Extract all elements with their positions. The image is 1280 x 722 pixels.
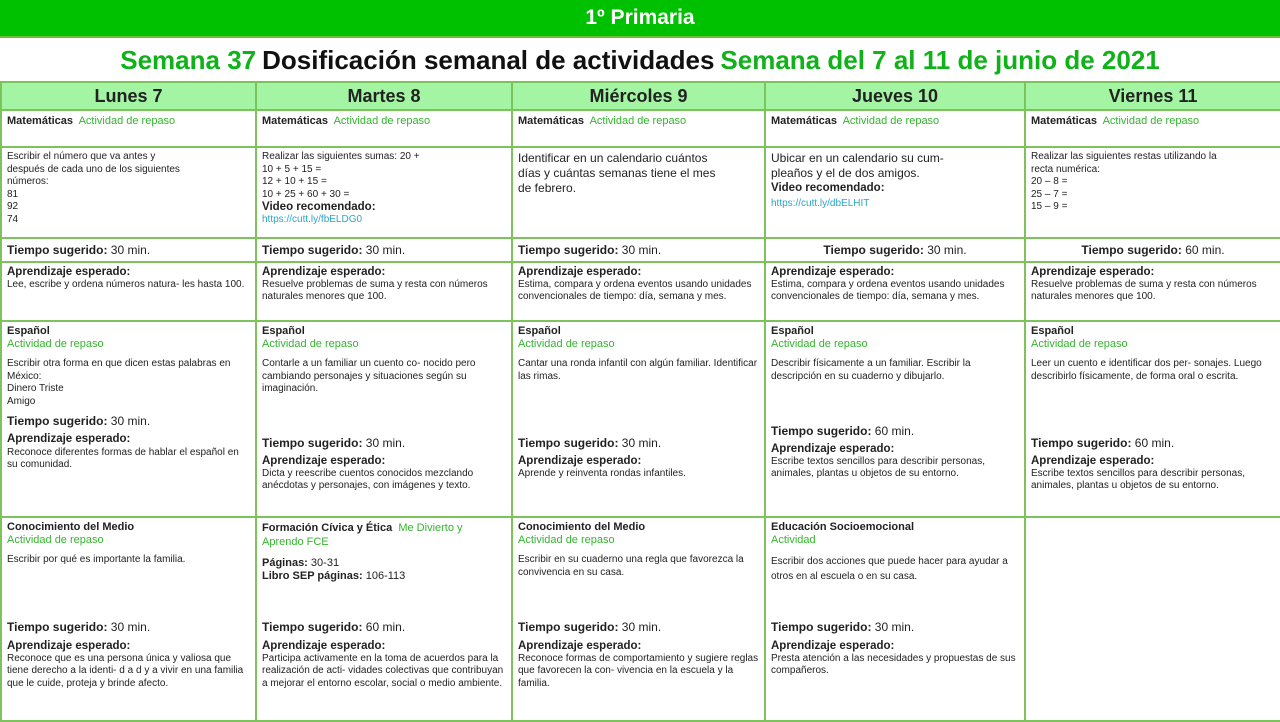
espanol-row: [1, 321, 1280, 517]
time-value: 30 min.: [621, 436, 662, 450]
aprendizaje-label: Aprendizaje esperado:: [518, 266, 642, 278]
time-value: 30 min.: [110, 242, 151, 257]
subject-name: Español: [7, 325, 50, 337]
subject-name: Español: [771, 325, 814, 337]
desc-text: Escribir en su cuaderno una regla que favorezca la convivencia en su casa.: [518, 554, 744, 578]
activity-type: Actividad de repaso: [1031, 337, 1128, 350]
activity-type: Actividad de repaso: [78, 115, 176, 127]
desc-text: Escribir otra forma en que dicen estas palabras en México:: [7, 358, 231, 382]
aprendizaje-label: Aprendizaje esperado:: [262, 640, 386, 652]
word-line: Dinero Triste: [7, 383, 64, 394]
aprendizaje-cell: [512, 262, 765, 321]
activity-type: Actividad de repaso: [7, 533, 104, 546]
activity-type: Actividad de repaso: [589, 115, 687, 127]
espanol-cell: [765, 321, 1025, 517]
desc-text: Cantar una ronda infantil con algún familiar. Identificar las rimas.: [518, 358, 758, 382]
math-desc-cell: [1, 147, 256, 238]
math-time-row: [1, 238, 1280, 262]
subject-name: Matemáticas: [1031, 115, 1098, 127]
video-link[interactable]: https://cutt.ly/dbELHIT: [771, 198, 870, 209]
video-label: Video recomendado:: [262, 201, 376, 213]
aprendizaje-text: Lee, escribe y ordena números natura- les hasta 100.: [7, 278, 245, 290]
desc-line: 12 + 10 + 15 =: [262, 176, 327, 187]
time-value: 60 min.: [1185, 242, 1225, 257]
time-label: Tiempo sugerido:: [262, 436, 363, 450]
week-dates: Semana del 7 al 11 de junio de 2021: [720, 44, 1160, 75]
math-subject-cell: [512, 110, 765, 147]
desc-text: Escribir por qué es importante la familia.: [7, 554, 186, 565]
desc-line: después de cada uno de los siguientes: [7, 163, 180, 175]
time-value: 60 min.: [874, 424, 915, 438]
time-label: Tiempo sugerido:: [1031, 436, 1132, 450]
video-link[interactable]: https://cutt.ly/fbELDG0: [262, 213, 363, 225]
day-header: Jueves 10: [765, 82, 1025, 110]
activity-type: Me Divierto y Aprendo FCE: [262, 522, 463, 548]
aprendizaje-text: Estima, compara y ordena eventos usando unidades convencionales de tiempo: día, semana y mes.: [771, 278, 1005, 302]
empty-cell: [1025, 517, 1280, 721]
activity-type: Actividad de repaso: [518, 533, 615, 546]
aprendizaje-text: Escribe textos sencillos para describir personas, animales, plantas u objetos de su entorno.: [771, 455, 985, 479]
title-text: Dosificación semanal de actividades: [262, 44, 715, 75]
subject-name: Español: [262, 325, 305, 337]
desc-line: recta numérica:: [1031, 163, 1100, 175]
aprendizaje-text: Aprende y reinventa rondas infantiles.: [518, 467, 686, 479]
aprendizaje-text: Dicta y reescribe cuentos conocidos mezclando anécdotas y personajes, con imágenes y texto.: [262, 467, 474, 491]
time-cell: [1, 238, 256, 262]
time-label: Tiempo sugerido:: [518, 242, 619, 257]
subject-name: Español: [1031, 325, 1074, 337]
math-subject-row: [1, 110, 1280, 147]
video-label: Video recomendado:: [771, 182, 885, 194]
espanol-cell: [512, 321, 765, 517]
activity-type: Actividad: [771, 533, 816, 546]
desc-line: 92: [7, 201, 19, 212]
activity-type: Actividad de repaso: [518, 337, 615, 350]
activity-type: Actividad de repaso: [771, 337, 868, 350]
aprendizaje-text: Resuelve problemas de suma y resta con números naturales menores que 100.: [1031, 278, 1257, 302]
aprendizaje-cell: [1025, 262, 1280, 321]
time-value: 30 min.: [110, 414, 151, 428]
subject-cell: [1, 517, 256, 721]
desc-line: Realizar las siguientes sumas: 20 +: [262, 151, 420, 162]
aprendizaje-label: Aprendizaje esperado:: [262, 266, 386, 278]
desc-line: de febrero.: [518, 181, 577, 195]
desc-text: Escribir dos acciones que puede hacer para ayudar a otros en al escuela o en su casa.: [771, 556, 1008, 582]
time-label: Tiempo sugerido:: [7, 414, 108, 428]
time-value: 30 min.: [621, 620, 662, 634]
time-label: Tiempo sugerido:: [7, 620, 108, 634]
desc-text: Describir físicamente a un familiar. Escribir la descripción en su cuaderno y dibujarlo.: [771, 358, 971, 382]
day-header: Martes 8: [256, 82, 512, 110]
espanol-cell: [1025, 321, 1280, 517]
other-subjects-row: [1, 517, 1280, 721]
subject-name: Conocimiento del Medio: [518, 521, 646, 533]
desc-line: 15 – 9 =: [1031, 201, 1068, 212]
time-label: Tiempo sugerido:: [771, 620, 872, 634]
libro-label: Libro SEP páginas:: [262, 569, 363, 582]
time-cell: [512, 238, 765, 262]
aprendizaje-text: Reconoce diferentes formas de hablar el español en su comunidad.: [7, 446, 239, 470]
grade-title: 1º Primaria: [585, 6, 695, 29]
desc-line: 10 + 25 + 60 + 30 =: [262, 188, 350, 200]
aprendizaje-label: Aprendizaje esperado:: [771, 640, 895, 652]
aprendizaje-label: Aprendizaje esperado:: [518, 455, 642, 467]
subject-name: Matemáticas: [771, 115, 838, 127]
aprendizaje-text: Estima, compara y ordena eventos usando unidades convencionales de tiempo: día, semana y mes.: [518, 278, 752, 302]
paginas-label: Páginas:: [262, 557, 308, 569]
aprendizaje-label: Aprendizaje esperado:: [771, 443, 895, 455]
paginas-value: 30-31: [310, 557, 340, 569]
subject-name: Matemáticas: [518, 115, 585, 127]
subject-cell: [512, 517, 765, 721]
time-value: 30 min.: [110, 620, 151, 634]
time-label: Tiempo sugerido:: [771, 424, 872, 438]
aprendizaje-text: Reconoce formas de comportamiento y sugiere reglas que favorecen la con- vivencia en la escuela y la familia.: [518, 652, 759, 689]
math-desc-cell: [1025, 147, 1280, 238]
desc-line: números:: [7, 176, 49, 187]
desc-line: Escribir el número que va antes y: [7, 151, 156, 162]
desc-line: 81: [7, 188, 19, 200]
desc-line: 74: [7, 213, 19, 225]
subject-cell: [765, 517, 1025, 721]
subject-cell: [256, 517, 512, 721]
days-row: [1, 82, 1280, 110]
libro-value: 106-113: [365, 569, 406, 582]
time-value: 30 min.: [874, 620, 915, 634]
aprendizaje-cell: [256, 262, 512, 321]
time-label: Tiempo sugerido:: [518, 620, 619, 634]
time-value: 30 min.: [927, 242, 967, 257]
aprendizaje-text: Escribe textos sencillos para describir personas, animales, plantas u objetos de su entorno.: [1031, 467, 1245, 491]
week-number: Semana 37: [120, 44, 257, 75]
aprendizaje-cell: [765, 262, 1025, 321]
time-label: Tiempo sugerido:: [262, 242, 363, 257]
math-desc-cell: [256, 147, 512, 238]
desc-line: 20 – 8 =: [1031, 176, 1068, 187]
aprendizaje-label: Aprendizaje esperado:: [7, 433, 131, 445]
math-subject-cell: [1, 110, 256, 147]
desc-line: Ubicar en un calendario su cum-: [771, 151, 944, 165]
aprendizaje-label: Aprendizaje esperado:: [7, 640, 131, 652]
desc-line: Realizar las siguientes restas utilizando la: [1031, 151, 1217, 162]
time-cell: [1025, 238, 1280, 262]
desc-line: pleaños y el de dos amigos.: [771, 166, 920, 180]
time-value: 30 min.: [621, 242, 662, 257]
aprendizaje-text: Resuelve problemas de suma y resta con números naturales menores que 100.: [262, 278, 488, 302]
math-subject-cell: [765, 110, 1025, 147]
subject-name: Matemáticas: [262, 115, 329, 127]
activity-type: Actividad de repaso: [333, 115, 431, 127]
aprendizaje-label: Aprendizaje esperado:: [771, 266, 895, 278]
aprendizaje-text: Presta atención a las necesidades y propuestas de sus compañeros.: [771, 652, 1016, 676]
desc-line: 10 + 5 + 15 =: [262, 163, 322, 175]
day-header: Miércoles 9: [512, 82, 765, 110]
activity-type: Actividad de repaso: [262, 337, 359, 350]
aprendizaje-label: Aprendizaje esperado:: [7, 266, 131, 278]
aprendizaje-label: Aprendizaje esperado:: [1031, 266, 1155, 278]
day-header: Lunes 7: [1, 82, 256, 110]
time-label: Tiempo sugerido:: [262, 620, 363, 634]
espanol-cell: [1, 321, 256, 517]
time-value: 30 min.: [365, 436, 406, 450]
day-header: Viernes 11: [1025, 82, 1280, 110]
time-value: 60 min.: [365, 620, 406, 634]
time-label: Tiempo sugerido:: [7, 242, 108, 257]
math-desc-cell: [765, 147, 1025, 238]
aprendizaje-label: Aprendizaje esperado:: [1031, 455, 1155, 467]
grade-banner: [0, 0, 1280, 38]
aprendizaje-label: Aprendizaje esperado:: [518, 640, 642, 652]
word-line: Amigo: [7, 395, 36, 407]
schedule-table: [0, 81, 1280, 722]
aprendizaje-label: Aprendizaje esperado:: [262, 455, 386, 467]
activity-type: Actividad de repaso: [7, 337, 104, 350]
desc-line: días y cuántas semanas tiene el mes: [518, 166, 716, 180]
desc-text: Contarle a un familiar un cuento co- nocido pero cambiando personajes y situaciones según su imaginación.: [262, 358, 476, 394]
page-title: [0, 38, 1280, 82]
time-cell: [765, 238, 1025, 262]
activity-type: Actividad de repaso: [1102, 115, 1200, 127]
math-aprendizaje-row: [1, 262, 1280, 321]
desc-text: Leer un cuento e identificar dos per- sonajes. Luego describirlo físicamente, de forma oral o escrita.: [1031, 358, 1262, 382]
time-value: 60 min.: [1134, 436, 1175, 450]
math-desc-row: [1, 147, 1280, 238]
subject-name: Español: [518, 325, 561, 337]
time-label: Tiempo sugerido:: [823, 242, 924, 257]
time-label: Tiempo sugerido:: [518, 436, 619, 450]
time-cell: [256, 238, 512, 262]
subject-name: Conocimiento del Medio: [7, 521, 135, 533]
time-value: 30 min.: [365, 242, 406, 257]
math-subject-cell: [1025, 110, 1280, 147]
desc-line: Identificar en un calendario cuántos: [518, 151, 708, 165]
espanol-cell: [256, 321, 512, 517]
time-label: Tiempo sugerido:: [1081, 242, 1182, 257]
activity-type: Actividad de repaso: [842, 115, 940, 127]
math-desc-cell: [512, 147, 765, 238]
subject-name: Matemáticas: [7, 115, 74, 127]
subject-name: Formación Cívica y Ética: [262, 522, 393, 534]
math-subject-cell: [256, 110, 512, 147]
aprendizaje-cell: [1, 262, 256, 321]
desc-line: 25 – 7 =: [1031, 188, 1068, 200]
aprendizaje-text: Participa activamente en la toma de acuerdos para la realización de acti- vidades colectivas que contribuyan a mejorar el entorno escolar, social o medio ambiente.: [262, 652, 504, 689]
aprendizaje-text: Reconoce que es una persona única y valiosa que tiene derecho a la identi- d a d y a vivir en una familia que le cuide, proteja y brinde afecto.: [7, 652, 244, 689]
subject-name: Educación Socioemocional: [771, 521, 915, 533]
